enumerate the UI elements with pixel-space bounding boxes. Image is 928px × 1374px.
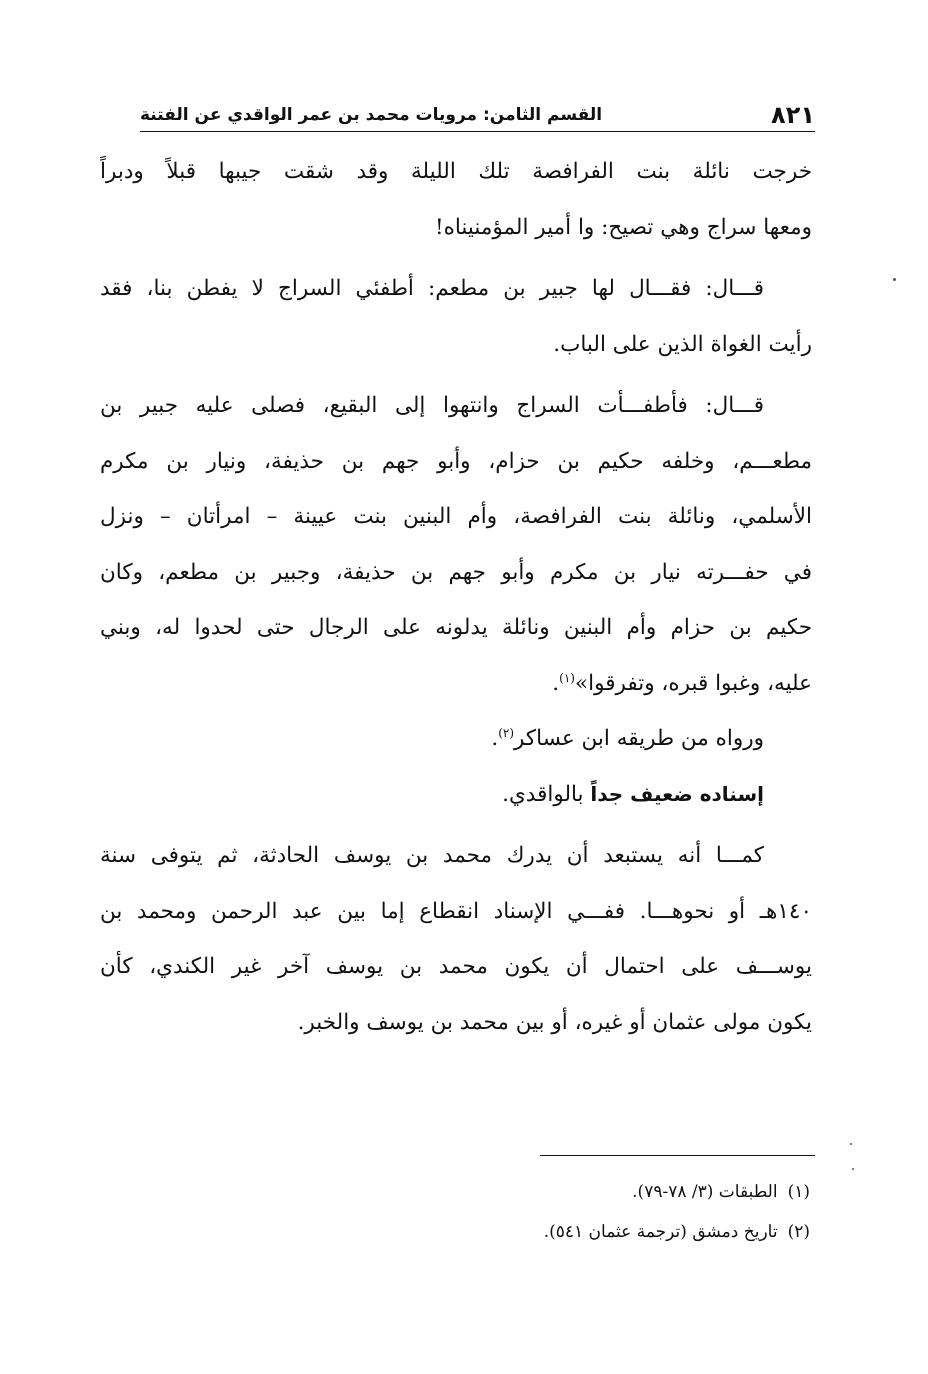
body-line-text: ورواه من طريقه ابن عساكر	[514, 726, 764, 751]
footnote-number: (٢)	[787, 1222, 810, 1242]
running-title: القسم الثامن: مرويات محمد بن عمر الواقدي عن الفتنة	[140, 105, 603, 125]
header-rule	[140, 131, 815, 132]
footnote-ref-2: (٢)	[498, 725, 515, 740]
page-number: ٨٢١	[771, 101, 815, 129]
body-line: قـــال: فقـــال لها جبير بن مطعم: أطفئي السراج لا يفطن بنا، فقد	[100, 276, 764, 301]
footnote-2	[300, 1212, 810, 1252]
footnote-rule	[540, 1155, 815, 1156]
footnote-1	[300, 1172, 810, 1212]
body-line	[100, 767, 812, 823]
body-line: خرجت نائلة بنت الفرافصة تلك الليلة وقد شقت جيبها قبلاً ودبراً	[100, 159, 812, 184]
footnote-ref-1: (١)	[559, 670, 575, 685]
body-line	[100, 656, 812, 712]
body-line: ١٤٠هـ أو نحوهـــا. ففـــي الإسناد انقطاع إما بين عبد الرحمن ومحمد بن	[100, 898, 812, 924]
footnote-text: الطبقات (٣/ ٧٨-٧٩).	[632, 1182, 778, 1202]
isnad-verdict: إسناده ضعيف جداً	[590, 781, 764, 806]
body-line: يوســـف على احتمال أن يكون محمد بن يوسف آخر غير الكندي، كأن	[100, 954, 812, 979]
period: .	[552, 670, 560, 696]
body-line: يكون مولى عثمان أو غيره، أو بين محمد بن يوسف والخبر.	[297, 1009, 812, 1035]
page-header	[140, 98, 815, 130]
body-line: في حفـــرته نيار بن مكرم وأبو جهم بن حذيفة، وجبير بن مطعم، وكان	[100, 559, 812, 585]
body-line: رأيت الغواة الذين على الباب.	[553, 331, 812, 357]
body-line: مطعـــم، وخلفه حكيم بن حزام، وأبو جهم بن حذيفة، ونيار بن مكرم	[100, 448, 812, 474]
footnotes	[300, 1172, 810, 1252]
footnote-text: تاريخ دمشق (ترجمة عثمان ٥٤١).	[543, 1222, 778, 1242]
body-line: كمـــا أنه يستبعد أن يدرك محمد بن يوسف الحادثة، ثم يتوفى سنة	[100, 843, 764, 868]
body-line: ومعها سراج وهي تصيح: وا أمير المؤمنيناه!	[434, 214, 812, 240]
body-line: الأسلمي، ونائلة بنت الفرافصة، وأم البنين بنت عيينة – امرأتان – ونزل	[100, 504, 812, 529]
body-line: قـــال: فأطفـــأت السراج وانتهوا إلى البقيع، فصلى عليه جبير بن	[100, 393, 764, 418]
body-text	[100, 144, 812, 1050]
footnote-number: (١)	[787, 1182, 810, 1202]
body-line: حكيم بن حزام وأم البنين ونائلة يدلونه على الرجال حتى لحدوا له، وبني	[100, 615, 812, 640]
body-line-text: بالواقدي.	[502, 781, 591, 807]
scan-speck	[850, 1143, 852, 1145]
scan-speck	[852, 1168, 854, 1170]
scan-speck	[893, 278, 896, 281]
period: .	[491, 726, 499, 751]
body-line-text: عليه، وغبوا قبره، وتفرقوا»	[574, 670, 812, 696]
body-line	[100, 711, 812, 767]
